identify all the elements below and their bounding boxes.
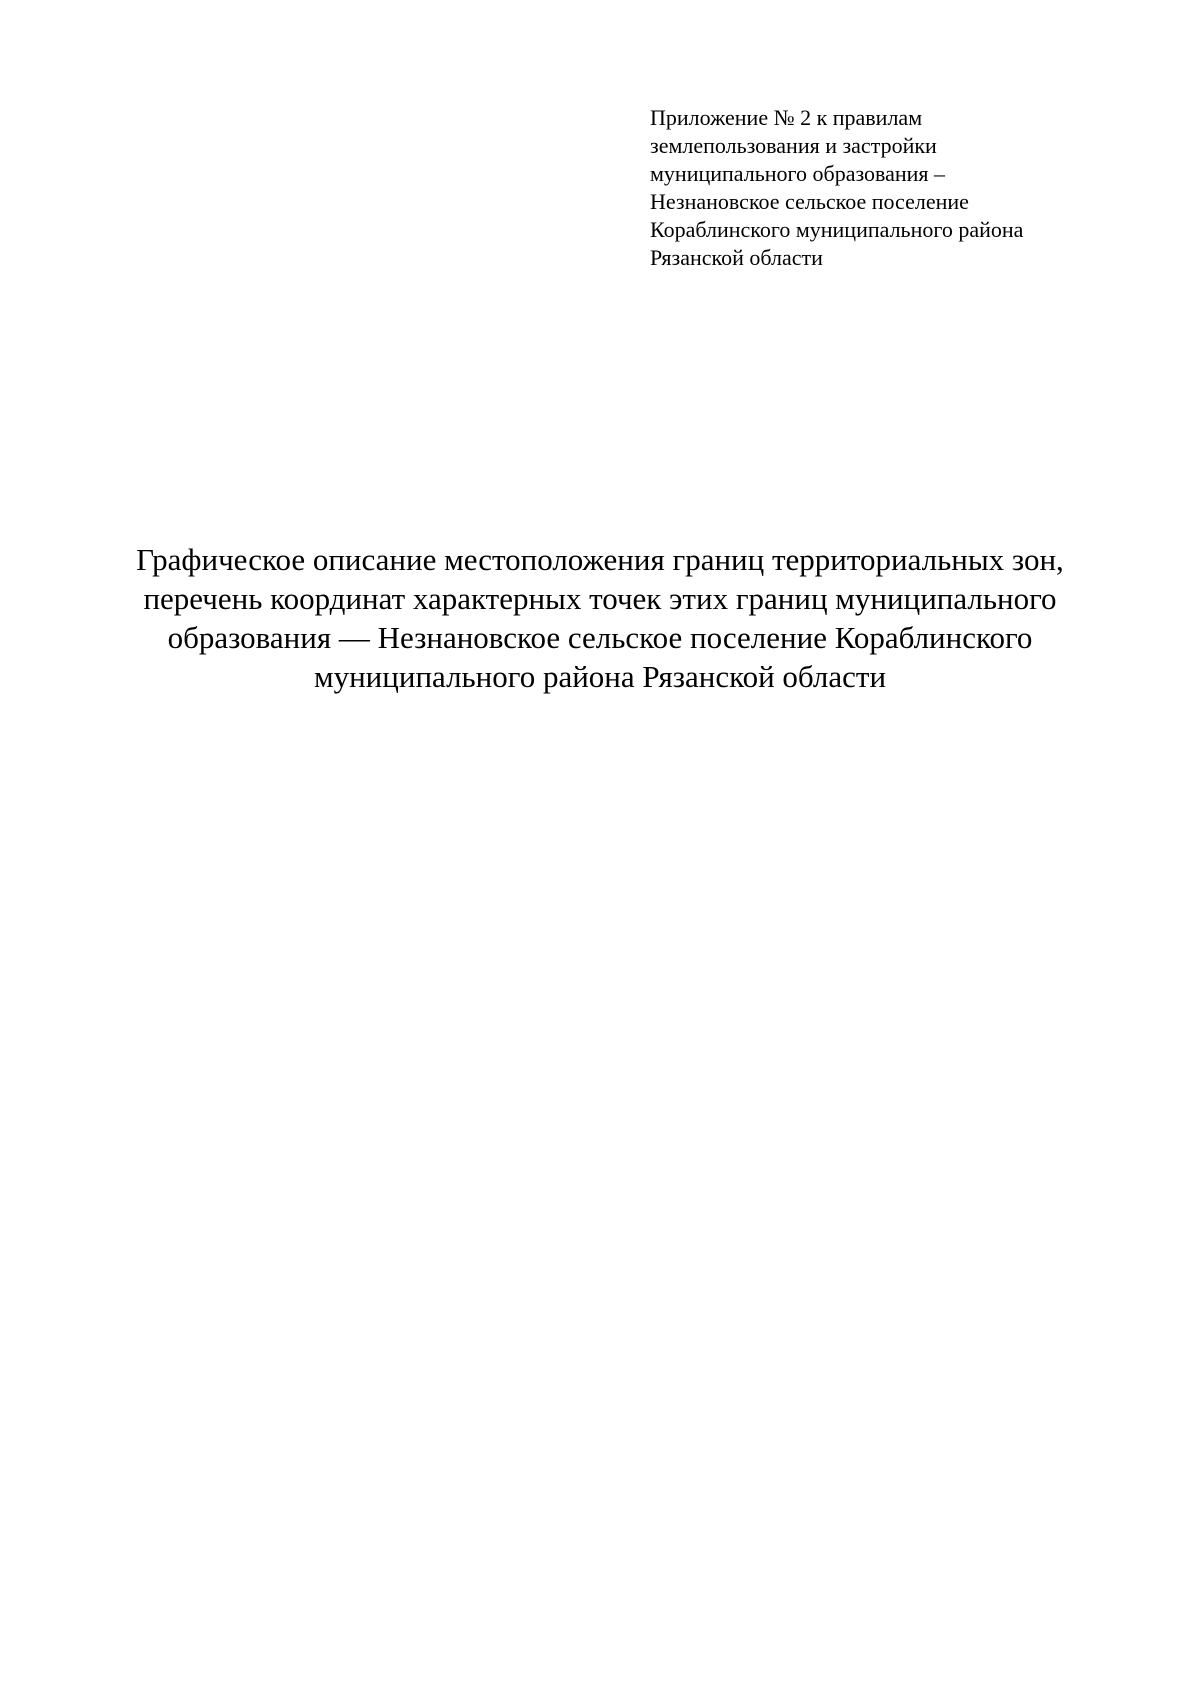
appendix-line: Рязанской области (650, 245, 823, 270)
appendix-line: Кораблинского муниципального района (650, 217, 1024, 242)
appendix-note (650, 104, 1120, 272)
appendix-line: Незнановское сельское поселение (650, 189, 969, 214)
appendix-line: муниципального образования – (650, 161, 946, 186)
appendix-line: Приложение № 2 к правилам (650, 105, 923, 130)
document-title (100, 540, 1100, 696)
title-line: перечень координат характерных точек этих границ муниципального (143, 581, 1057, 616)
title-line: Графическое описание местоположения границ территориальных зон, (136, 542, 1064, 577)
title-line: муниципального района Рязанской области (313, 659, 887, 694)
title-line: образования — Незнановское сельское поселение Кораблинского (167, 620, 1033, 655)
appendix-line: землепользования и застройки (650, 133, 937, 158)
